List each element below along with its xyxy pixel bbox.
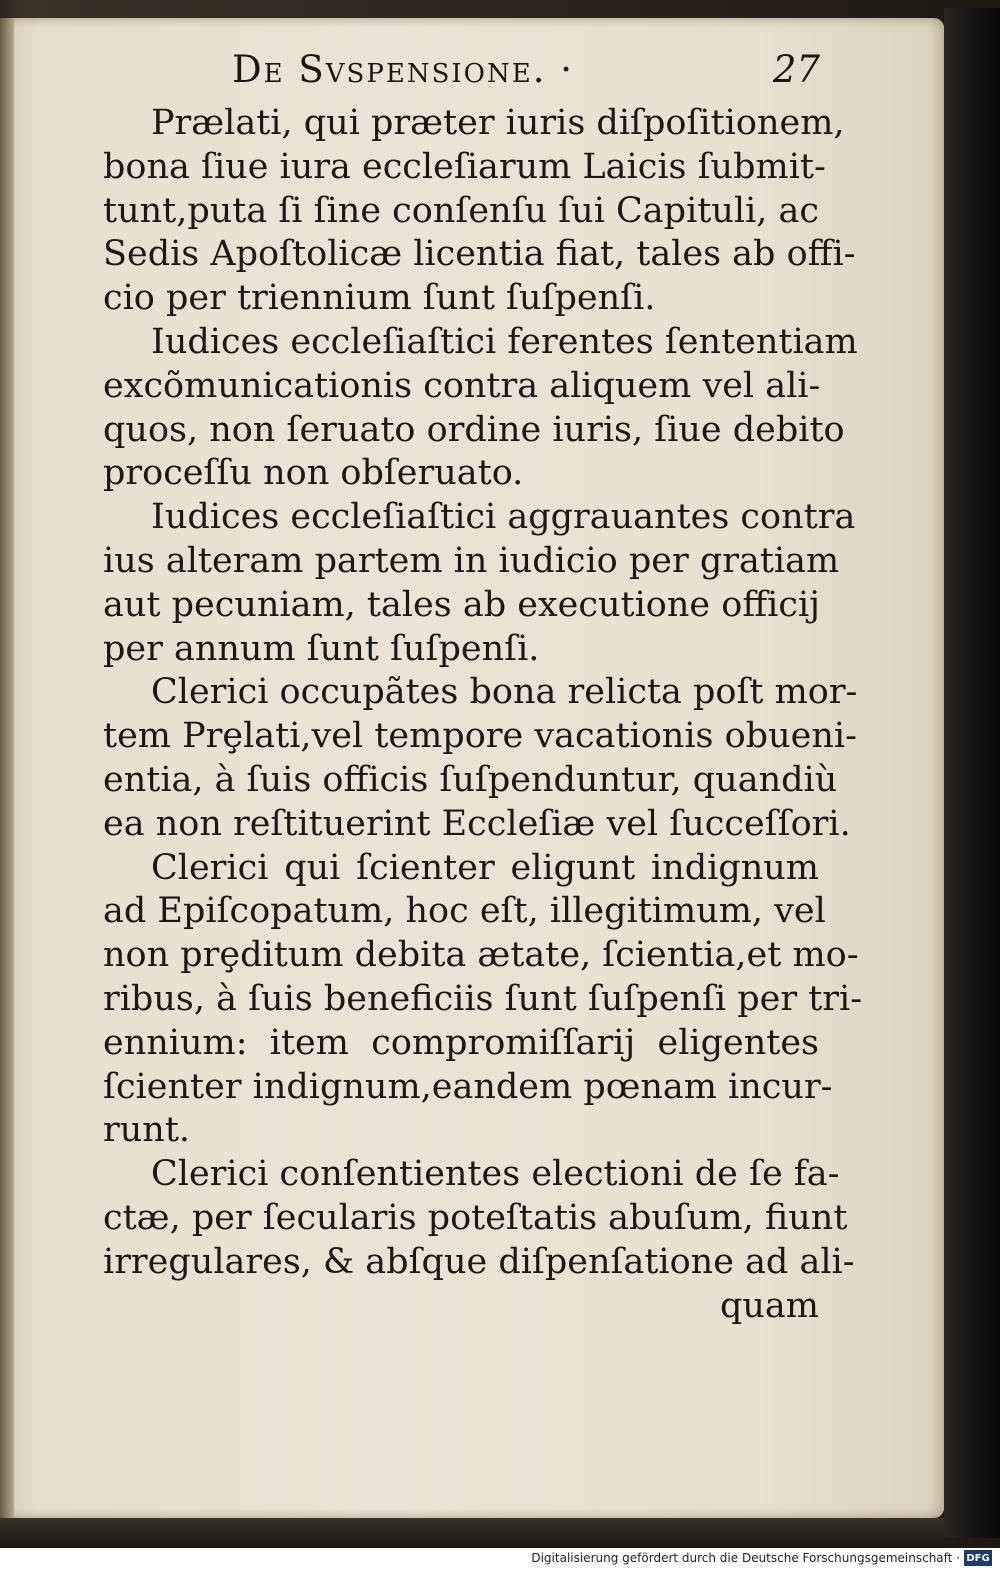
text-line: Clerici conſentientes electioni de ſe fa- bbox=[151, 1154, 840, 1195]
catchword: quam bbox=[719, 1285, 819, 1326]
page-gutter bbox=[0, 18, 14, 1518]
text-line: Sedis Apoſtolicæ licentia fiat, tales ab offi- bbox=[103, 234, 856, 275]
text-line: non prȩditum debita ætate, ſcientia,et mo- bbox=[103, 935, 859, 976]
text-line: entia, à ſuis officis ſuſpenduntur, quandiù bbox=[103, 759, 838, 800]
page-fore-edge bbox=[944, 8, 1000, 1538]
text-line: Iudices eccleſiaſtici ferentes ſententiam bbox=[151, 321, 858, 362]
text-line: quos, non ſeruato ordine iuris, ſiue debito bbox=[103, 409, 845, 450]
text-line: ſcienter indignum,eandem pœnam incur- bbox=[103, 1066, 833, 1107]
text-line: ribus, à ſuis beneficiis ſunt ſuſpenſi per tri- bbox=[103, 978, 863, 1019]
text-line: irregulares, & abſque diſpenſatione ad ali- bbox=[103, 1241, 855, 1282]
paragraph bbox=[103, 671, 858, 846]
paragraph bbox=[103, 496, 856, 671]
text-line: runt. bbox=[103, 1110, 191, 1151]
text-line: ennium: item compromiſſarij eligentes bbox=[103, 1022, 819, 1063]
dfg-logo: DFG bbox=[964, 1550, 992, 1566]
text-line: tem Prȩlati,vel tempore vacationis obueni- bbox=[103, 716, 857, 757]
paragraph bbox=[103, 102, 856, 321]
running-title: De Svspensione. · bbox=[232, 48, 574, 91]
book-bottom-edge bbox=[0, 1518, 944, 1548]
text-line: ea non reſtituerint Eccleſiæ vel ſucceſſori. bbox=[103, 803, 851, 844]
paragraph bbox=[103, 321, 858, 496]
text-line: proceſſu non obſeruato. bbox=[103, 453, 524, 494]
text-line: tunt,puta ſi ſine conſenſu ſui Capituli, ac bbox=[103, 190, 819, 231]
text-line: excõmunicationis contra aliquem vel ali- bbox=[103, 365, 821, 406]
text-line: Clerici occupãtes bona relicta poſt mor- bbox=[151, 672, 858, 713]
body-text bbox=[103, 102, 863, 1328]
page-header bbox=[232, 48, 820, 100]
paragraph bbox=[103, 847, 863, 1154]
text-line: ius alteram partem in iudicio per gratiam bbox=[103, 540, 840, 581]
text-line: Clerici qui ſcienter eligunt indignum bbox=[151, 847, 819, 888]
paragraph bbox=[103, 1153, 855, 1284]
digitization-credit: Digitalisierung gefördert durch die Deutsche Forschungsgemeinschaft · bbox=[531, 1551, 960, 1565]
text-line: cio per triennium ſunt ſuſpenſi. bbox=[103, 278, 656, 319]
text-line: Iudices eccleſiaſtici aggrauantes contra bbox=[151, 497, 856, 538]
text-line: Prælati, qui præter iuris diſpoſitionem, bbox=[151, 103, 845, 143]
text-line: bona ſiue iura eccleſiarum Laicis ſubmit- bbox=[103, 146, 826, 187]
text-line: aut pecuniam, tales ab executione officij bbox=[103, 584, 821, 625]
text-line: ad Epiſcopatum, hoc eſt, illegitimum, vel bbox=[103, 891, 826, 932]
page-number: 27 bbox=[772, 48, 820, 91]
text-line: per annum ſunt ſuſpenſi. bbox=[103, 628, 540, 669]
text-line: ctæ, per ſecularis poteſtatis abuſum, fiunt bbox=[103, 1197, 848, 1238]
